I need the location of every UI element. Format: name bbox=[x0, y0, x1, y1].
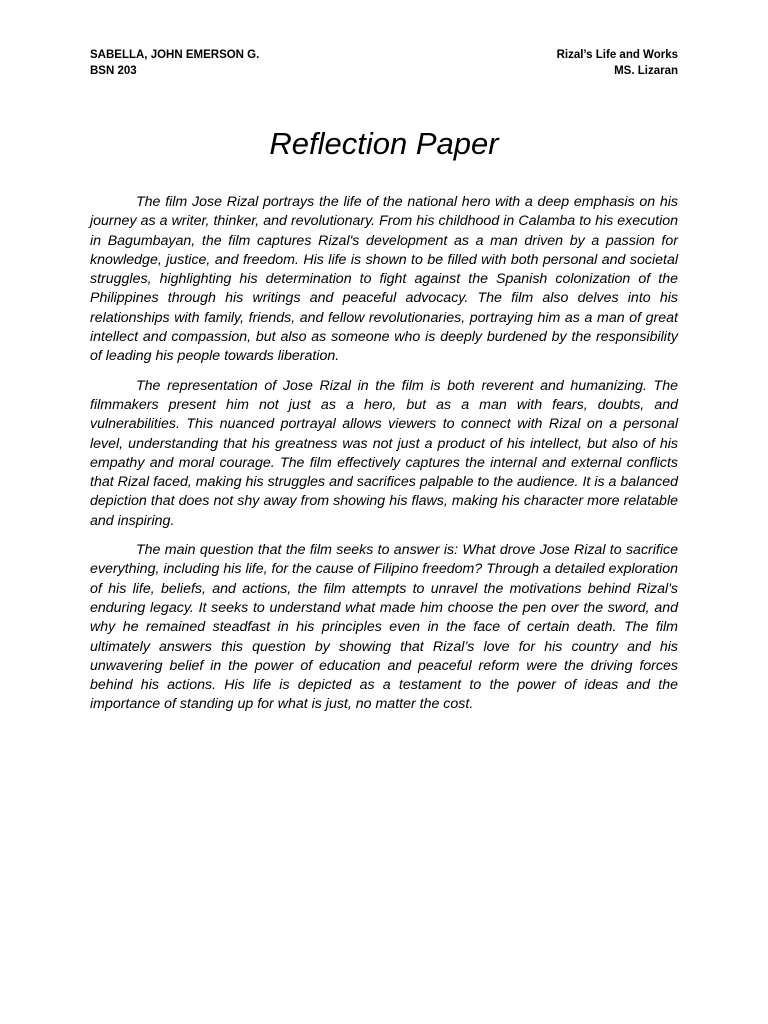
paragraph-2: The representation of Jose Rizal in the film is both reverent and humanizing. The filmmakers present him not just as a hero, but as a man with fears, doubts, and vulnerabilities. This nuanced portrayal allows viewers to connect with Rizal on a personal level, understanding that his greatness was not just a product of his intellect, but also of his empathy and moral courage. The film effectively captures the internal and external conflicts that Rizal faced, making his struggles and sacrifices palpable to the audience. It is a balanced depiction that does not shy away from showing his flaws, making his character more relatable and inspiring. bbox=[90, 377, 678, 529]
paragraph-3: The main question that the film seeks to answer is: What drove Jose Rizal to sacrifice everything, including his life, for the cause of Filipino freedom? Through a detailed exploration of his life, beliefs, and actions, the film attempts to unravel the motivations behind Rizal's enduring legacy. It seeks to understand what made him choose the pen over the sword, and why he remained steadfast in his principles even in the face of certain death. The film ultimately answers this question by showing that Rizal’s love for his country and his unwavering belief in the power of education and peaceful reform were the driving forces behind his actions. His life is depicted as a testament to the power of ideas and the importance of standing up for what is just, no matter the cost. bbox=[90, 542, 678, 713]
student-section: BSN 203 bbox=[90, 65, 137, 77]
paragraph-1: The film Jose Rizal portrays the life of the national hero with a deep emphasis on his journey as a writer, thinker, and revolutionary. From his childhood in Calamba to his execution in Bagumbayan, the film captures Rizal's development as a man driven by a passion for knowledge, justice, and freedom. His life is shown to be filled with both personal and societal struggles, highlighting his determination to fight against the Spanish colonization of the Philippines through his writings and peaceful advocacy. The film also delves into his relationships with family, friends, and fellow revolutionaries, portraying him as a man of great intellect and compassion, but also as someone who is deeply burdened by the responsibility of leading his people towards liberation. bbox=[90, 194, 678, 365]
course-info bbox=[557, 47, 678, 79]
document-title: Reflection Paper bbox=[269, 126, 499, 161]
course-name: Rizal’s Life and Works bbox=[556, 49, 678, 61]
student-name: SABELLA, JOHN EMERSON G. bbox=[90, 49, 260, 61]
document-body bbox=[90, 193, 678, 725]
instructor-name: MS. Lizaran bbox=[614, 65, 678, 77]
student-info bbox=[90, 47, 259, 79]
